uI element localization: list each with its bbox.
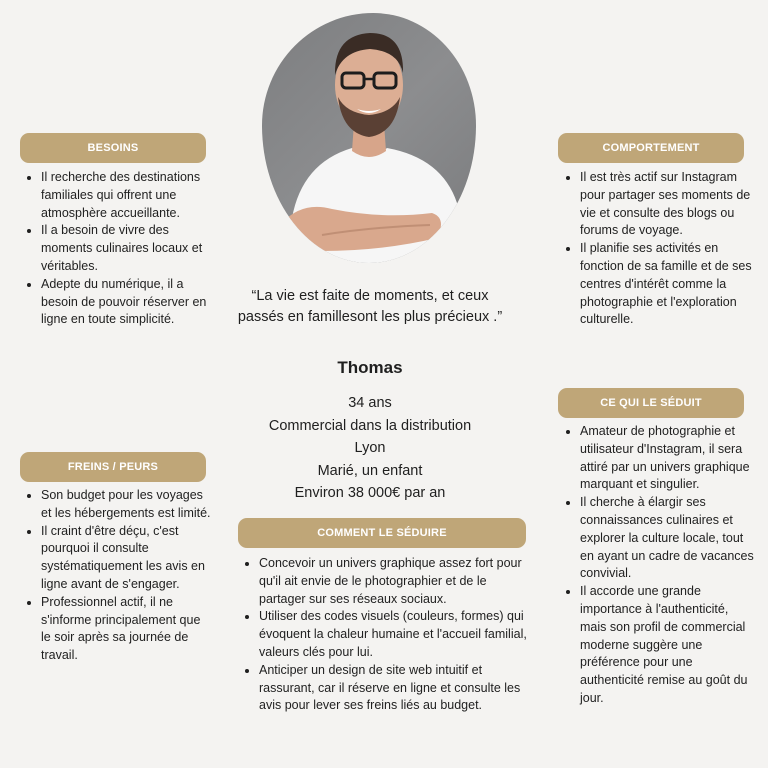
section-header-seduit: CE QUI LE SÉDUIT <box>558 388 744 418</box>
list-item: Il planifie ses activités en fonction de sa famille et de ses centres d'intérêt comme la photographie et l'exploration culturelle. <box>563 240 753 329</box>
list-item: Il accorde une grande importance à l'authenticité, mais son profil de commercial moderne suggère une préférence pour une authenticité remise au goût du jour. <box>563 583 755 708</box>
list-item: Il cherche à élargir ses connaissances culinaires et explorer la culture locale, tout en ayant un cadre de vacances convivial. <box>563 494 755 583</box>
list-item: Il est très actif sur Instagram pour partager ses moments de vie et consulte des blogs ou forums de voyage. <box>563 169 753 240</box>
persona-details <box>236 392 504 505</box>
section-header-besoins: BESOINS <box>20 133 206 163</box>
list-item: Il craint d'être déçu, c'est pourquoi il consulte systématiquement les avis en ligne avant de s'engager. <box>24 523 212 594</box>
persona-income: Environ 38 000€ par an <box>294 485 446 501</box>
section-header-comportement: COMPORTEMENT <box>558 133 744 163</box>
persona-city: Lyon <box>354 440 386 456</box>
seduire-list <box>242 555 534 715</box>
list-item: Il recherche des destinations familiales qui offrent une atmosphère accueillante. <box>24 169 212 222</box>
list-item: Il a besoin de vivre des moments culinaires locaux et véritables. <box>24 222 212 275</box>
comportement-list <box>563 169 753 329</box>
persona-quote: “La vie est faite de moments, et ceux passés en famillesont les plus précieux .” <box>237 288 503 325</box>
person-photo-icon <box>262 13 476 263</box>
profile-photo <box>262 13 476 263</box>
section-header-freins: FREINS / PEURS <box>20 452 206 482</box>
persona-age: 34 ans <box>348 395 392 411</box>
list-item: Utiliser des codes visuels (couleurs, formes) qui évoquent la chaleur humaine et l'accueil familial, valeurs clés pour lui. <box>242 608 534 661</box>
list-item: Adepte du numérique, il a besoin de pouvoir réserver en ligne en toute simplicité. <box>24 276 212 329</box>
freins-list <box>24 487 212 665</box>
seduit-list <box>563 423 755 708</box>
list-item: Concevoir un univers graphique assez fort pour qu'il ait envie de le photographier et de le partager sur ses réseaux sociaux. <box>242 555 534 608</box>
list-item: Anticiper un design de site web intuitif et rassurant, car il réserve en ligne et consulte les avis pour lever ses freins liés au budget. <box>242 662 534 715</box>
list-item: Amateur de photographie et utilisateur d'Instagram, il sera attiré par un univers graphique marquant et singulier. <box>563 423 755 494</box>
persona-family: Marié, un enfant <box>317 462 423 479</box>
persona-job: Commercial dans la distribution <box>268 417 472 434</box>
list-item: Son budget pour les voyages et les hébergements est limité. <box>24 487 212 523</box>
list-item: Professionnel actif, il ne s'informe principalement que le soir après sa journée de travail. <box>24 594 212 665</box>
besoins-list <box>24 169 212 329</box>
section-header-seduire: COMMENT LE SÉDUIRE <box>238 518 526 548</box>
persona-name: Thomas <box>337 358 403 377</box>
